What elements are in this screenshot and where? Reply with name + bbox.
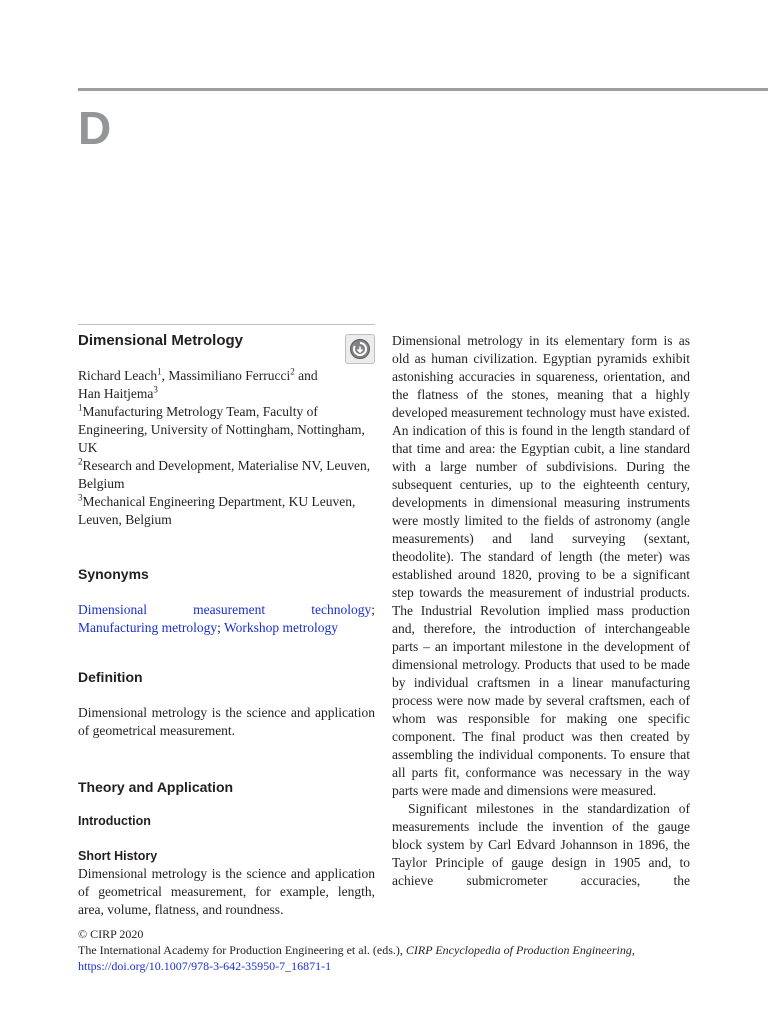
check-for-updates-icon[interactable] [345,334,375,364]
author-sup: 1 [157,366,162,377]
title-rule [78,324,375,325]
author-name: Richard Leach [78,368,158,383]
definition-text: Dimensional metrology is the science and application of geometrical measurement. [78,705,375,738]
section-letter: D [78,102,112,154]
doi-link[interactable]: https://doi.org/10.1007/978-3-642-35950-7_16871-1 [78,959,332,973]
citation-prefix: The International Academy for Production Engineering et al. (eds.), [78,943,406,957]
right-column [392,332,690,890]
article-title: Dimensional Metrology [78,332,244,349]
synonym-link[interactable]: Workshop metrology [224,620,339,635]
affiliation-text: Research and Development, Materialise NV, Leuven, Belgium [78,458,371,491]
badge-graphic [349,338,371,360]
affiliation [78,457,375,493]
author-sep: , [161,368,169,383]
synonyms-heading: Synonyms [78,566,149,582]
header-rule [78,88,768,91]
definition-heading: Definition [78,669,143,685]
theory-heading: Theory and Application [78,779,234,795]
left-column [78,326,375,919]
affiliation [78,493,375,529]
synonym-link[interactable]: Manufacturing metrology [78,620,218,635]
synonym-separator: ; [371,602,375,617]
synonyms-line [78,601,375,619]
synonyms-line [78,619,375,637]
citation [78,942,698,958]
author-sup: 2 [290,366,295,377]
affiliation-sup: 1 [78,402,83,413]
affiliation-text: Manufacturing Metrology Team, Faculty of Engineering, University of Nottingham, Nottingham, UK [78,404,365,455]
affiliation-sup: 3 [78,492,83,503]
affiliation-sup: 2 [78,456,83,467]
author-sep: and [294,368,318,383]
author-name: Massimiliano Ferrucci [168,368,291,383]
synonym-link[interactable]: Dimensional measurement technology [78,602,372,617]
page-footer [78,926,698,974]
synonym-separator: ; [217,620,221,635]
short-history-heading: Short History [78,849,158,863]
citation-title: CIRP Encyclopedia of Production Engineering [405,943,632,957]
copyright: © CIRP 2020 [78,927,144,941]
affiliation-text: Mechanical Engineering Department, KU Leuven, Leuven, Belgium [78,494,356,527]
author-sup: 3 [153,384,158,395]
history-paragraph: Dimensional metrology in its elementary form is as old as human civilization. Egyptian pyramids exhibit astonishing accuracies in squareness, orientation, and the flatness of the stones, meaning that a highly developed measurement technology must have existed. An indication of this is found in the length standard of that time and area: the Egyptian cubit, a line standard with a large number of subdivisions. During the subsequent centuries, up to the eighteenth century, developments in dimensional measuring instruments were mostly limited to the fields of astronomy (angle measurements) and land surveying (sextant, theodolite). The standard of length (the meter) was established around 1820, proving to be a significant step towards the measurement of industrial products. The Industrial Revolution implied mass production and, therefore, the introduction of interchangeable parts – an important milestone in the development of dimensional metrology. Products that used to be made by individual craftsmen in a linear manufacturing process were now made by several craftsmen, each of whom was responsible for making one specific component. The final product was then created by assembling the individual components. To ensure that all parts fit, conformance was necessary in the way parts were made and dimensions were measured. [392,333,690,798]
author-name: Han Haitjema [78,386,154,401]
milestones-paragraph: Significant milestones in the standardization of measurements include the invention of the gauge block system by Carl Edvard Johannson in 1896, the Taylor Principle of gauge design in 1905 and, to achieve submicrometer accuracies, the [392,801,690,888]
short-history-text: Dimensional metrology is the science and application of geometrical measurement, for example, length, area, volume, flatness, and roundness. [78,866,375,917]
citation-suffix: , [631,943,635,957]
affiliation [78,403,375,457]
introduction-heading: Introduction [78,814,151,828]
author-list [78,367,375,403]
